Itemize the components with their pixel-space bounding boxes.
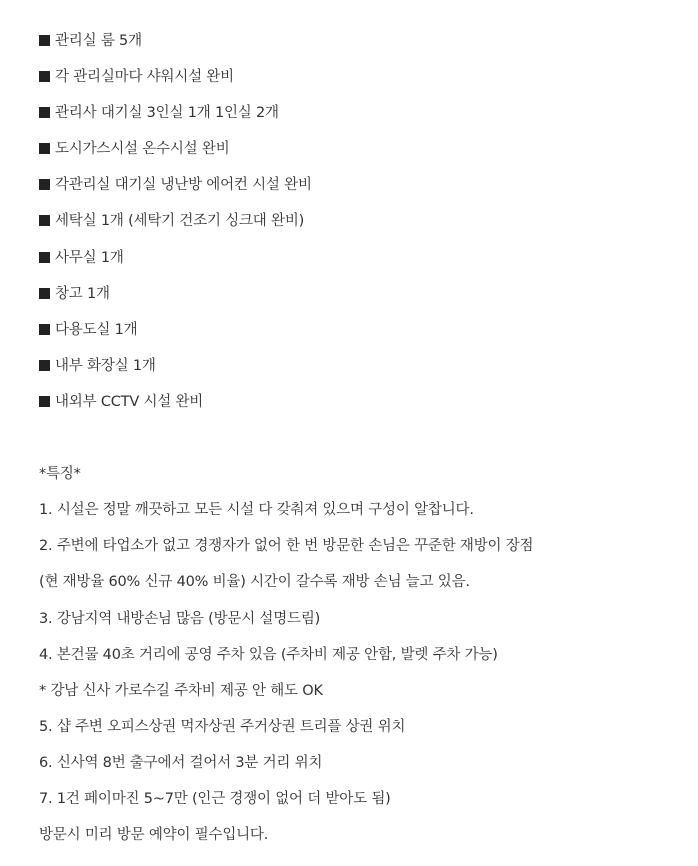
feature-line: * 강남 신사 가로수길 주차비 제공 안 해도 OK [39, 682, 323, 699]
facility-item [39, 95, 689, 131]
feature-line: 4. 본건물 40초 거리에 공영 주차 있음 (주차비 제공 안함, 발렛 주차 가능) [39, 646, 498, 663]
feature-line: (현 재방율 60% 신규 40% 비율) 시간이 갈수록 재방 손님 늘고 있음. [39, 574, 470, 591]
square-bullet-icon [39, 215, 50, 226]
feature-line: 1. 시설은 정말 깨끗하고 모든 시설 다 갖춰져 있으며 구성이 알찹니다. [39, 502, 474, 519]
facility-item [39, 23, 689, 59]
facility-item [39, 312, 689, 348]
feature-line: 3. 강남지역 내방손님 많음 (방문시 설명드림) [39, 610, 321, 627]
listing-content [39, 23, 689, 853]
footer-note: 방문시 미리 방문 예약이 필수입니다. [39, 827, 269, 844]
feature-line: 5. 샵 주변 오피스상권 먹자상권 주거상권 트리플 상권 위치 [39, 718, 406, 735]
facility-text: 관리실 룸 5개 [55, 33, 142, 49]
facility-item [39, 203, 689, 239]
square-bullet-icon [39, 360, 50, 371]
features-title: *특징* [39, 466, 81, 483]
facility-item [39, 276, 689, 312]
square-bullet-icon [39, 252, 50, 263]
facility-text: 도시가스시설 온수시설 완비 [55, 141, 230, 158]
square-bullet-icon [39, 107, 50, 118]
facility-item [39, 384, 689, 420]
square-bullet-icon [39, 179, 50, 190]
feature-line: 2. 주변에 타업소가 없고 경쟁자가 없어 한 번 방문한 손님은 꾸준한 재방이 장점 [39, 538, 534, 555]
feature-line: 7. 1건 페이마진 5~7만 (인근 경쟁이 없어 더 받아도 됨) [39, 790, 391, 807]
square-bullet-icon [39, 35, 50, 46]
spacer [39, 420, 689, 456]
facility-text: 내외부 CCTV 시설 완비 [55, 393, 204, 410]
facility-text: 다용도실 1개 [55, 321, 138, 338]
facility-text: 사무실 1개 [55, 249, 124, 266]
facility-item [39, 240, 689, 276]
facility-text: 각관리실 대기실 냉난방 에어컨 시설 완비 [55, 177, 312, 194]
square-bullet-icon [39, 288, 50, 299]
facility-text: 세탁실 1개 (세탁기 건조기 싱크대 완비) [55, 213, 305, 230]
square-bullet-icon [39, 71, 50, 82]
square-bullet-icon [39, 324, 50, 335]
square-bullet-icon [39, 396, 50, 407]
facility-text: 내부 화장실 1개 [55, 357, 156, 374]
facility-text: 창고 1개 [55, 285, 110, 302]
facility-text: 관리사 대기실 3인실 1개 1인실 2개 [55, 105, 279, 122]
facility-item [39, 348, 689, 384]
facility-text: 각 관리실마다 샤워시설 완비 [55, 69, 234, 86]
facility-item [39, 131, 689, 167]
facility-item [39, 59, 689, 95]
feature-line: 6. 신사역 8번 출구에서 걸어서 3분 거리 위치 [39, 754, 323, 771]
facility-item [39, 167, 689, 203]
square-bullet-icon [39, 143, 50, 154]
